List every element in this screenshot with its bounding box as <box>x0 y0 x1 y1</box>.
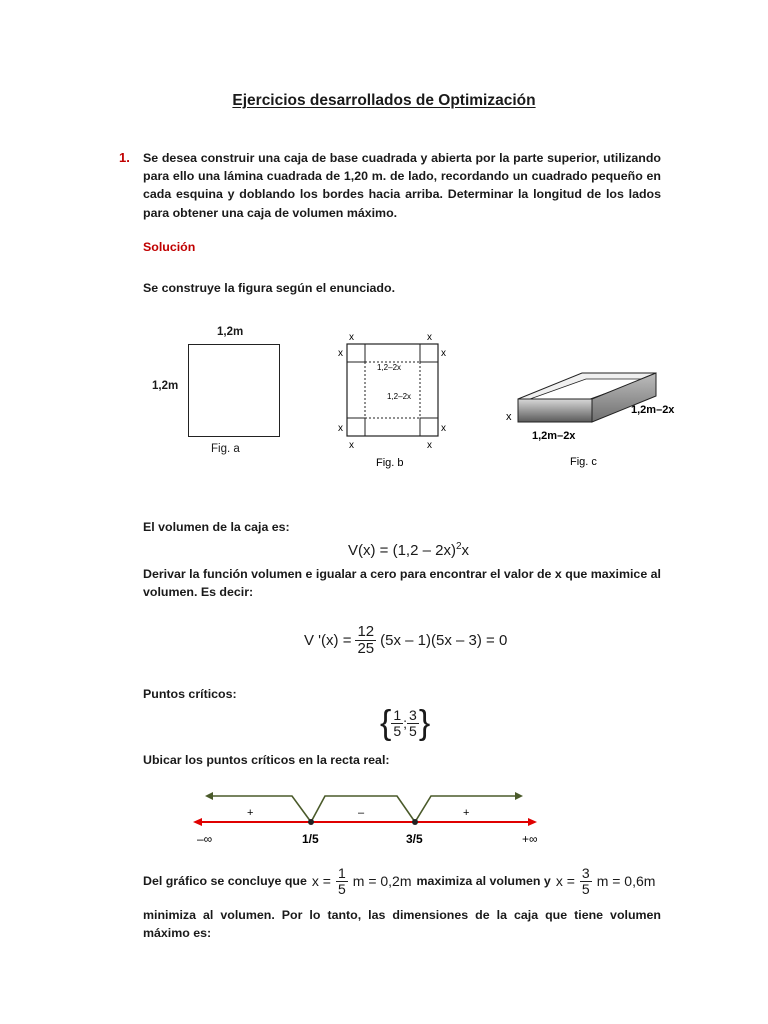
fig-b-x-label: x <box>441 423 446 434</box>
intro-text: Se construye la figura según el enunciado. <box>143 281 396 295</box>
critical-1-denominator: 5 <box>393 722 402 739</box>
fig-c-side-label: 1,2m–2x <box>631 404 675 416</box>
volume-formula <box>348 541 469 559</box>
conclusion-fraction-2 <box>580 866 592 896</box>
arrow-right-icon <box>515 792 523 800</box>
axis-arrow-right-icon <box>528 818 537 826</box>
fraction-2-denominator: 5 <box>581 880 590 897</box>
label-three-fifths: 3/5 <box>406 832 423 846</box>
conclusion-part1: Del gráfico se concluye que <box>143 874 307 889</box>
arrow-left-icon <box>205 792 213 800</box>
critical-point-2 <box>407 708 419 738</box>
derivative-fraction <box>355 624 376 657</box>
fig-b-x-label: x <box>427 332 432 343</box>
conclusion-value-1: m = 0,2m <box>352 873 412 890</box>
fig-b-inner-top: 1,2–2x <box>377 363 402 372</box>
derivative-numerator: 12 <box>357 623 375 640</box>
fig-a-side-label: 1,2m <box>152 380 179 392</box>
volume-text: El volumen de la caja es: <box>143 520 290 534</box>
volume-rhs: x <box>461 542 470 559</box>
label-one-fifth: 1/5 <box>302 832 319 846</box>
critical-point-1 <box>391 708 403 738</box>
label-plus-infinity: +∞ <box>522 832 538 846</box>
fig-b-x-label: x <box>338 348 343 359</box>
critical-point-marker <box>412 819 418 825</box>
conclusion-line-1 <box>143 866 663 896</box>
conclusion-fraction-1 <box>336 866 348 896</box>
fig-b-inner-side: 1,2–2x <box>387 392 412 401</box>
fraction-1-numerator: 1 <box>337 865 346 881</box>
fig-a-caption: Fig. a <box>211 443 240 455</box>
critical-label: Puntos críticos: <box>143 687 237 701</box>
fig-b-caption: Fig. b <box>376 457 404 469</box>
fig-b-x-label: x <box>349 332 354 343</box>
locate-text: Ubicar los puntos críticos en la recta real: <box>143 753 390 767</box>
label-minus-infinity: –∞ <box>197 832 213 846</box>
figure-b <box>330 328 450 473</box>
page-title: Ejercicios desarrollados de Optimización <box>232 92 536 109</box>
conclusion-x2: x = <box>555 873 575 890</box>
derivative-lhs: V '(x) = <box>304 631 352 649</box>
critical-point-marker <box>308 819 314 825</box>
fig-b-x-label: x <box>349 440 354 451</box>
fig-c-front-label: 1,2m–2x <box>532 430 576 442</box>
conclusion-x1: x = <box>311 873 331 890</box>
problem-number: 1. <box>119 150 130 165</box>
derive-text: Derivar la función volumen e igualar a cero para encontrar el valor de x que maximice al volumen. Es decir: <box>143 567 661 600</box>
conclusion-part2: maximiza al volumen y <box>416 874 551 889</box>
volume-lhs: V(x) = (1,2 – 2x) <box>348 542 456 559</box>
fig-b-x-label: x <box>427 440 432 451</box>
derivative-denominator: 25 <box>357 639 375 657</box>
conclusion-line-2: minimiza al volumen. Por lo tanto, las dimensiones de la caja que tiene volumen máximo es: <box>143 908 661 941</box>
critical-2-numerator: 3 <box>409 706 417 723</box>
solution-label: Solución <box>143 240 196 254</box>
fraction-2-numerator: 3 <box>581 865 590 881</box>
figure-c <box>500 362 690 477</box>
sheet-square <box>188 344 280 437</box>
sign-number-line <box>185 782 545 850</box>
sign-plus: + <box>463 807 470 819</box>
sign-plus: + <box>247 807 254 819</box>
critical-1-numerator: 1 <box>393 706 402 723</box>
figure-a <box>150 320 290 465</box>
volume-exponent: 2 <box>455 541 462 552</box>
critical-2-denominator: 5 <box>409 722 417 739</box>
critical-set: { $\frac{1}{5}$ ; $\frac{3}{5}$ } <box>380 704 431 742</box>
derivative-formula <box>304 624 507 657</box>
axis-arrow-left-icon <box>193 818 202 826</box>
fig-c-caption: Fig. c <box>570 456 597 468</box>
fraction-1-denominator: 5 <box>337 880 346 897</box>
fig-b-x-label: x <box>338 423 343 434</box>
problem-statement: Se desea construir una caja de base cuadrada y abierta por la parte superior, utilizando para ello una lámina cuadrada de 1,20 m. de lado, recordando un cuadrado pequeño en cada esquina y doblando los bordes hacia arriba. Determinar la longitud de los lados para obtener una caja de volumen máximo. <box>143 151 661 220</box>
sign-minus: – <box>358 807 365 819</box>
fig-c-height-label: x <box>506 411 512 423</box>
fig-b-x-label: x <box>441 348 446 359</box>
derivative-rhs: (5x – 1)(5x – 3) = 0 <box>380 631 508 649</box>
conclusion-value-2: m = 0,6m <box>596 873 656 890</box>
fig-a-top-label: 1,2m <box>217 326 244 338</box>
